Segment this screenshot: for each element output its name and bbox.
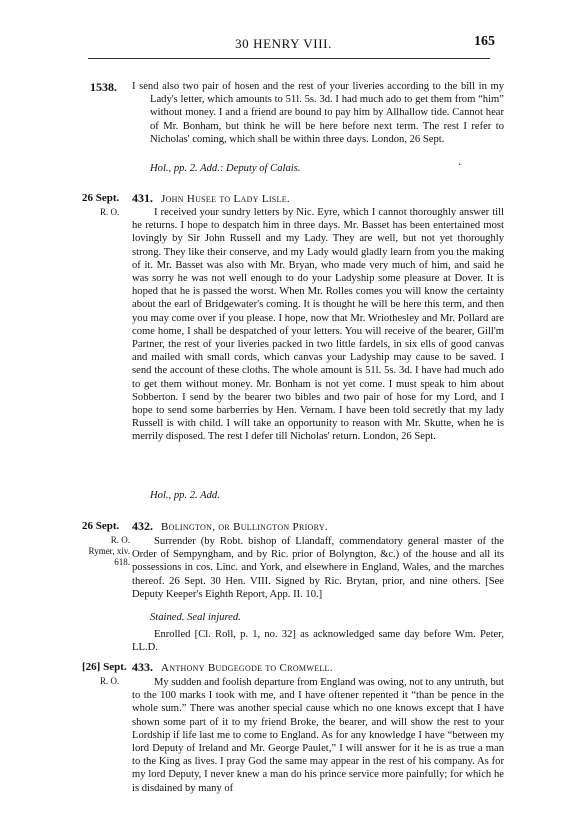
entry-reference: R. O.: [100, 207, 120, 217]
entry-text: I received your sundry letters by Nic. Eyre, which I cannot thoroughly answer till he returns. I hope to despatch him in three days. Mr. Basset has been entertained most lovingly by Sir John Russell and my Lady. They are well, but not yet thoroughly strong. They like their conserve, and my Lady would gladly learn from you the making of it. Mr. Basset was also with Mr. Bryan, who made very much of him, and said he was sorry he was not well enough to do your Ladyship some pleasure at Dover. It is hoped that he is passed the worst. When Mr. Rolles comes you will know the certainty about the earl of Bridgewater's coming. It is thought he will be here this term, and then you may come over if you please. I hope, now that Mr. Wriothesley and Mr. Pollard are come home, I shall be despatched of your letters. You will receive of the bearer, Gill'm Partner, the rest of your liveries packed in two little fardels, in six ells of good canvas and mailed with small cords, which canvas your Ladyship may cause to be saved. I send the account of these cloths. The whole amount is 51l. 5s. 3d. I have had much ado to get them without money. Mr. Bonham is not yet come. I must speak to him about Sobberton. I send by the bearer two bibles and two pair of hose for my Lord, and I hope to send some barberries by Hen. Vernam. I have been told secretly that my lady Russell is with child. I will take an opportunity to reason with Mr. Skutte, when he is merrily disposed. The rest I defer till Nicholas' return. London, 26 Sept.: [132, 207, 504, 443]
entry-number: 431.: [132, 191, 153, 205]
entry-note: Stained. Seal injured.: [150, 612, 241, 623]
entry-title: Bolington, or Bullington Priory.: [161, 521, 328, 533]
entry-text: Surrender (by Robt. bishop of Llandaff, commendatory general master of the Order of Sempyngham, and by Ric. prior of Bolyngton, &c.) of the house and all its possessions in cos. Linc. and York, and elsewhere in England, Wales, and the marches thereof. 26 Sept. 30 Hen. VIII. Signed by Ric. Brytan, prior, and nine others. [See Deputy Keeper's Eighth Report, App. II. 10.]: [132, 536, 504, 600]
entry-date: 26 Sept.: [82, 520, 120, 532]
running-title: 30 HENRY VIII.: [235, 36, 332, 51]
continuation-text: I send also two pair of hosen and the rest of your liveries according to the bill in my Lady's letter, which amounts to 51l. 5s. 3d. I had much ado to get them from “him” without money. I and a friend are bound to pay him by Allhallow tide. Cannot hear of Mr. Bonham, but think he will be here before next term. The rest I refer to Nicholas' coming, which shall be within three days. London, 26 Sept.: [132, 81, 504, 145]
page-number: 165: [474, 34, 495, 49]
entry-number: 433.: [132, 660, 153, 674]
entry-reference: R. O. Rymer, xiv. 618.: [88, 535, 130, 567]
entry-heading: [132, 191, 290, 206]
entry-text: My sudden and foolish departure from England was owing, not to any untruth, but to the 100 marks I took with me, and I have oftener repented it “than be pence in the whole sum.” There was another special cause which no one knows except that I have shown some part of it to my friend Broke, the bearer, and will show the rest to your Lordship if life last me to come to England. As for any knowledge I have “between my lord Deputy of Ireland and Mr. George Paulet,” I will answer for it he is as true a man to the King as lives. I pray God the same may appear in the rest of his company. As for my lord Deputy, I never knew a man do his prince service more painfully; for which he is disdained by many of: [132, 677, 504, 794]
entry-body: [132, 206, 504, 444]
page-header: [0, 36, 567, 56]
separator-dot: ·: [458, 160, 462, 171]
year-marker: 1538.: [90, 80, 117, 94]
entry-reference: R. O.: [100, 676, 120, 686]
entry-body: [132, 676, 504, 795]
entry-title: Anthony Budgegode to Cromwell.: [161, 662, 333, 674]
entry-title: John Husee to Lady Lisle.: [161, 193, 290, 205]
continuation-note: Hol., pp. 2. Add.: Deputy of Calais.: [150, 163, 301, 174]
entry-date: 26 Sept.: [82, 192, 120, 204]
entry-extra-text: Enrolled [Cl. Roll, p. 1, no. 32] as acknowledged same day before Wm. Peter, LL.D.: [132, 629, 504, 654]
continuation-paragraph: [132, 80, 504, 146]
entry-note: Hol., pp. 2. Add.: [150, 490, 220, 501]
entry-number: 432.: [132, 519, 153, 533]
entry-body: [132, 535, 504, 601]
entry-heading: [132, 660, 333, 675]
entry-extra: [132, 628, 504, 654]
entry-heading: [132, 519, 328, 534]
entry-date: [26] Sept.: [82, 661, 127, 673]
header-rule: [88, 58, 490, 59]
